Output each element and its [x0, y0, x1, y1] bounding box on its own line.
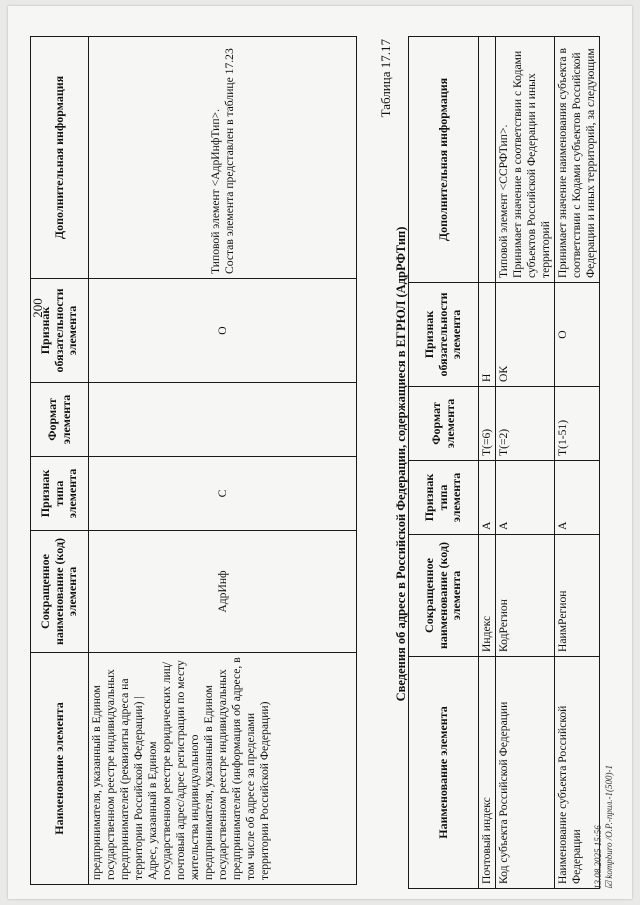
cell-code: КодРегион [496, 535, 555, 657]
document-page [8, 6, 632, 899]
cell-required: О [89, 279, 357, 383]
header-required: Признак обязательности элемента [31, 279, 89, 383]
cell-info: Типовой элемент <ССРФТип>. Принимает значение в соответствии с Кодами субъектов Российской Федерации и иных территорий [496, 37, 555, 283]
header-format: Формат элемента [31, 383, 89, 457]
header-code: Сокращенное наименование (код) элемента [409, 535, 479, 657]
cell-type: А [555, 461, 600, 535]
header-required: Признак обязательности элемента [409, 283, 479, 387]
header-code: Сокращенное наименование (код) элемента [31, 531, 89, 653]
cell-format: T(=6) [479, 387, 496, 461]
cell-type: С [89, 457, 357, 531]
cell-format: T(=2) [496, 387, 555, 461]
cell-required: Н [479, 283, 496, 387]
header-name: Наименование элемента [31, 653, 89, 885]
cell-type: А [479, 461, 496, 535]
header-type: Признак типа элемента [31, 457, 89, 531]
table-row [496, 37, 555, 889]
header-format: Формат элемента [409, 387, 479, 461]
cell-required: ОК [496, 283, 555, 387]
table-row [89, 37, 357, 885]
table-caption: Сведения об адресе в Российской Федерации, содержащиеся в ЕГРЮЛ (АдрРФТип) [394, 226, 408, 702]
header-type: Признак типа элемента [409, 461, 479, 535]
cell-name: Наименование субъекта Российской Федерации [555, 657, 600, 889]
page-number-text: 200 [30, 298, 45, 318]
cell-info: Типовой элемент <АдрИнфТип>. Состав элемента представлен в таблице 17.23 [89, 37, 357, 279]
cell-name: Код субъекта Российской Федерации [496, 657, 555, 889]
table-row [555, 37, 600, 889]
print-stamp-date: 13.08.2025 15:56 [593, 825, 603, 889]
table-row [479, 37, 496, 889]
cell-format: T(1-51) [555, 387, 600, 461]
table-number: Таблица 17.17 [378, 39, 393, 118]
table-address-rf [408, 36, 600, 889]
rotated-content [8, 6, 632, 899]
cell-info: Принимает значение наименования субъекта в соответствии с Кодами субъектов Российской Федерации и иных территорий, за следующим [555, 37, 600, 283]
cell-code: Индекс [479, 535, 496, 657]
cell-type: А [496, 461, 555, 535]
cell-code: НаимРегион [555, 535, 600, 657]
header-name: Наименование элемента [409, 657, 479, 889]
header-info: Дополнительная информация [409, 37, 479, 283]
cell-format [89, 383, 357, 457]
header-info: Дополнительная информация [31, 37, 89, 279]
page-number [28, 300, 48, 316]
print-stamp-path: ☑ kompburo /О.Р.-прил.-1(500)-1 [604, 765, 614, 889]
table-continuation [30, 36, 357, 885]
cell-code: АдрИнф [89, 531, 357, 653]
cell-required: О [555, 283, 600, 387]
cell-name: предпринимателя, указанный в Едином государственном реестре индивидуальных предпринимателей (реквизиты адреса на территории Российской Федерации) | Адрес, указанный в Едином государственном реестре юридических лиц/почтовый адрес/адрес регистрации по месту жительства индивидуального предпринимателя, указанный в Едином государственном реестре индивидуальных предпринимателей (информация об адресе, в том числе об адресе за пределами территории Российской Федерации) [89, 653, 357, 885]
cell-name: Почтовый индекс [479, 657, 496, 889]
cell-info [479, 37, 496, 283]
print-stamp [593, 765, 615, 889]
